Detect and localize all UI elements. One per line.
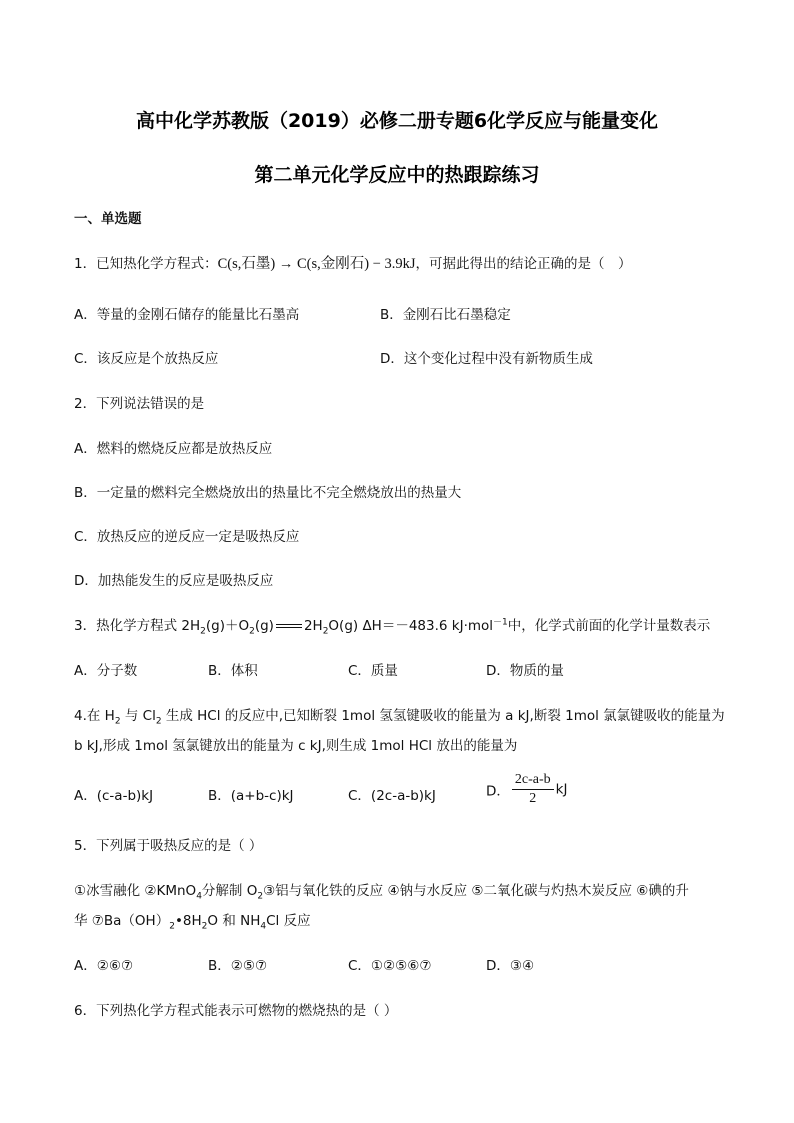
q3-option-a: A．分子数 bbox=[74, 663, 138, 679]
question-1-stem: 1．已知热化学方程式：C(s,石墨) → C(s,金刚石) − 3.9kJ，可据此得出的结论正确的是（ ） bbox=[74, 256, 632, 272]
q2-option-b: B．一定量的燃料完全燃烧放出的热量比不完全燃烧放出的热量大 bbox=[74, 485, 462, 501]
q2-option-d: D．加热能发生的反应是吸热反应 bbox=[74, 573, 274, 589]
q1-option-a: A．等量的金刚石储存的能量比石墨高 bbox=[74, 307, 300, 323]
q2-option-a: A．燃料的燃烧反应都是放热反应 bbox=[74, 441, 273, 457]
equilibrium-sign bbox=[276, 624, 302, 628]
thermo-equation: C(s,石墨) → C(s,金刚石) − 3.9kJ bbox=[217, 256, 416, 272]
q5-option-b: B．②⑤⑦ bbox=[208, 958, 268, 974]
q4-option-d: D． $\frac{2c-a-b}{2}$ kJ bbox=[486, 772, 568, 806]
q2-option-c: C．放热反应的逆反应一定是吸热反应 bbox=[74, 529, 300, 545]
q1-option-c: C．该反应是个放热反应 bbox=[74, 351, 219, 367]
q5-option-c: C．①②⑤⑥⑦ bbox=[348, 958, 432, 974]
question-2-stem: 2．下列说法错误的是 bbox=[74, 396, 205, 412]
question-5-items-line2: 华 $⑦Ba(OH)_2•8H_2O$ 和 $NH_4Cl$ 反应 bbox=[74, 913, 311, 932]
q3-option-b: B．体积 bbox=[208, 663, 258, 679]
q5-option-a: A．②⑥⑦ bbox=[74, 958, 134, 974]
question-3-stem: 3．热化学方程式 $2H_2(g)+O_2(g)$ $2H_2O(g)$ ΔH＝－483.6 kJ·mol$^{-1}$中，化学式前面的化学计量数表示 bbox=[74, 617, 711, 637]
fraction: $\frac{2c-a-b}{2}$ bbox=[512, 772, 554, 807]
q4-option-b: B．(a+b-c)kJ bbox=[208, 788, 294, 804]
q3-option-c: C．质量 bbox=[348, 663, 398, 679]
document-title: 高中化学苏教版（2019）必修二册专题6化学反应与能量变化 bbox=[135, 110, 659, 132]
q4-option-a: A．(c-a-b)kJ bbox=[74, 788, 154, 804]
question-5-items-line1: ①冰雪融化 ②KMnO$_4$分解制 $O_2③$铝与氧化铁的反应 ④钠与水反应 ⑤二氧化碳与灼热木炭反应 ⑥碘的升 bbox=[74, 883, 689, 902]
question-4-stem-line1: 4.在 $H_2$ 与 $Cl_2$ 生成 HCl 的反应中,已知断裂 1mol 氢氢键吸收的能量为 a kJ,断裂 1mol 氯氯键吸收的能量为 bbox=[74, 708, 725, 727]
document-subtitle: 第二单元化学反应中的热跟踪练习 bbox=[254, 164, 540, 186]
question-5-stem: 5．下列属于吸热反应的是（ ） bbox=[74, 838, 263, 854]
section-heading: 一、单选题 bbox=[74, 211, 142, 227]
q1-option-b: B．金刚石比石墨稳定 bbox=[380, 307, 511, 323]
q3-option-d: D．物质的量 bbox=[486, 663, 564, 679]
q1-option-d: D．这个变化过程中没有新物质生成 bbox=[380, 351, 593, 367]
q4-option-c: C．(2c-a-b)kJ bbox=[348, 788, 436, 804]
question-6-stem: 6．下列热化学方程式能表示可燃物的燃烧热的是（ ） bbox=[74, 1003, 398, 1019]
question-4-stem-line2: b kJ,形成 1mol 氢氯键放出的能量为 c kJ,则生成 1mol HCl 放出的能量为 bbox=[74, 738, 518, 754]
q5-option-d: D．③④ bbox=[486, 958, 535, 974]
